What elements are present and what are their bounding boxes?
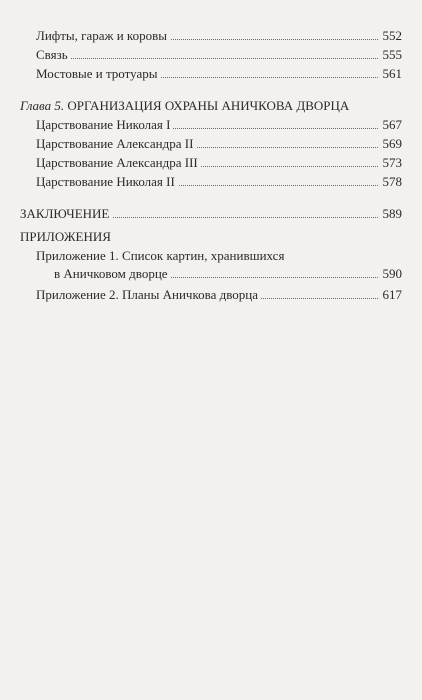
toc-entry-alexander-iii	[0, 153, 422, 173]
toc-entry-label: Мостовые и тротуары	[36, 64, 160, 84]
toc-entry-label: Царствование Александра III	[36, 153, 201, 173]
toc-entry-label: Царствование Александра II	[36, 134, 196, 154]
toc-entry-page: 578	[380, 172, 403, 192]
toc-entry-page: 552	[380, 26, 403, 46]
toc-entry-page: 569	[380, 134, 403, 154]
leader-dots	[36, 58, 378, 59]
toc-entry-appendix-2	[0, 285, 422, 305]
toc-entry-label: Связь	[36, 45, 71, 65]
toc-entry-page: 567	[380, 115, 403, 135]
toc-entry-nicholas-ii	[0, 172, 422, 192]
chapter-prefix: Глава 5.	[20, 98, 65, 113]
toc-entry-page: 617	[380, 285, 403, 305]
toc-entry-label: Царствование Николая II	[36, 172, 178, 192]
toc-entry-page: 573	[380, 153, 403, 173]
toc-entry-conclusion	[0, 204, 422, 224]
toc-entry-label: Лифты, гараж и коровы	[36, 26, 170, 46]
toc-entry-label: ЗАКЛЮЧЕНИЕ	[20, 204, 112, 224]
toc-entry-appendix-1	[0, 264, 422, 284]
toc-entry-alexander-ii	[0, 134, 422, 154]
toc-entry-lifts	[0, 26, 422, 46]
toc-entry-pavements	[0, 64, 422, 84]
toc-entry-label: в Аничковом дворце	[54, 264, 171, 284]
toc-entry-page: 589	[380, 204, 403, 224]
toc-entry-page: 590	[380, 264, 403, 284]
toc-entry-label: Приложение 2. Планы Аничкова дворца	[36, 285, 261, 305]
appendix-1-line-1: Приложение 1. Список картин, хранившихся	[36, 248, 285, 263]
chapter-heading	[20, 96, 349, 116]
toc-entry-nicholas-i	[0, 115, 422, 135]
toc-entry-communication	[0, 45, 422, 65]
toc-entry-page: 561	[380, 64, 403, 84]
appendices-heading: ПРИЛОЖЕНИЯ	[20, 229, 111, 244]
toc-entry-page: 555	[380, 45, 403, 65]
toc-entry-label: Царствование Николая I	[36, 115, 173, 135]
chapter-title: ОРГАНИЗАЦИЯ ОХРАНЫ АНИЧКОВА ДВОРЦА	[67, 98, 350, 113]
